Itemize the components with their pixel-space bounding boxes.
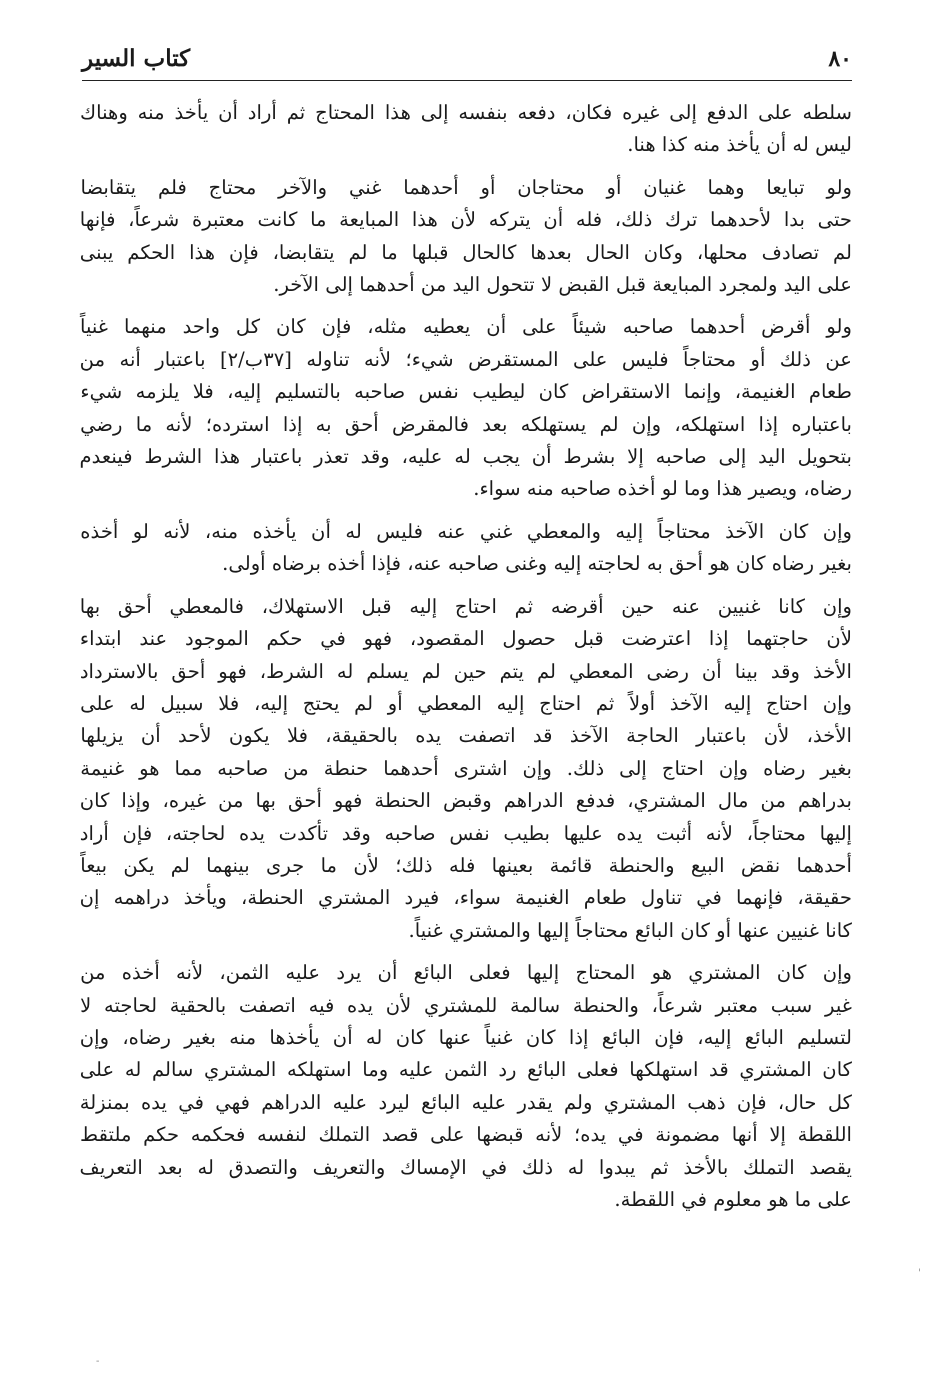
text-line: لأن حاجتهما إذا اعترضت قبل حصول المقصود، فهو في حكم الموجود عند ابتداء — [79, 627, 852, 651]
text-line: يقصد التملك بالأخذ ثم يبدوا له ذلك في الإمساك والتعريف والتصدق له بعد التعريف — [79, 1155, 852, 1179]
text-line: كان المشتري قد استهلكها فعلى البائع رد الثمن عليه وما استهلكه المشتري سالم له على — [79, 1058, 852, 1082]
text-line: رضاه، ويصير هذا وما لو أخذه صاحبه منه سواء. — [473, 477, 852, 501]
text-line: بدراهم من مال المشتري، فدفع الدراهم وقبض الحنطة فهو أحق بها من غيره، وإذا كان — [79, 789, 852, 813]
text-line: على اليد ولمجرد المبايعة قبل القبض لا تتحول اليد من أحدهما إلى الآخر. — [273, 273, 852, 297]
paragraph — [80, 97, 852, 162]
text-line: ولو تبايعا وهما غنيان أو محتاجان أو أحدهما غني والآخر محتاج فلم يتقابضا — [80, 175, 852, 199]
text-line: لتسليم البائع إليه، فإن البائع إذا كان غنياً عنها كان له أن يأخذها منه بغير رضاه، وإن — [79, 1025, 852, 1049]
text-line: أحدهما نقض البيع والحنطة قائمة بعينها فله ذلك؛ لأن ما جرى بينهما لم يكن بيعاً — [80, 853, 852, 877]
text-line: على ما هو معلوم في اللقطة. — [614, 1188, 852, 1211]
text-line: حتى بدا لأحدهما ترك ذلك، فله أن يتركه لأن هذا المبايعة ما كانت معتبرة شرعاً، فإنها — [79, 208, 852, 232]
paragraph — [80, 516, 852, 581]
text-line: اللقطة إلا أنها مضمونة في يده؛ لأنه قبضها على قصد التملك لنفسه فحكمه حكم ملتقط — [80, 1123, 852, 1147]
text-line: غير سبب معتبر شرعاً، والحنطة سالمة للمشتري لأن يده فيه اتصفت بالحقية لحاجته لا — [80, 993, 852, 1017]
scan-speck: - — [96, 1356, 100, 1367]
text-line: طعام الغنيمة، وإنما الاستقراض كان ليطيب نفس صاحبه بالتسليم إليه، فلا يلزمه شيء — [80, 380, 852, 404]
text-line: بغير رضاه وإن احتاج إلى ذلك. وإن اشترى أحدهما حنطة من صاحبه مما هو غنيمة — [80, 756, 852, 780]
text-line: وإن كان المشتري هو المحتاج إليها فعلى البائع أن يرد عليه الثمن، لأنه أخذه من — [80, 961, 852, 985]
text-line: بغير رضاه كان هو أحق به لحاجته إليه وغنى صاحبه عنه، فإذا أخذه برضاه أولى. — [222, 552, 852, 576]
text-line: باعتباره إذا استهلكه، وإن لم يستهلكه بعد فالمقرض أحق به إذا استرده؛ لأنه ما رضي — [80, 412, 852, 436]
text-line: سلطه على الدفع إلى غيره فكان، دفعه بنفسه إلى هذا المحتاج ثم أراد أن يأخذ منه وهناك — [80, 101, 852, 124]
chapter-title: كتاب السير — [82, 45, 191, 72]
text-line: ولو أقرض أحدهما صاحبه شيئاً على أن يعطيه مثله، فإن كان كل واحد منهما غنياً — [79, 315, 852, 339]
text-line: إليها محتاجاً، لأنه أثبت يده عليها بطيب نفس صاحبه وقد تأكدت يده لحاجته، فإن أراد — [79, 821, 852, 845]
running-header — [82, 40, 852, 81]
text-line: ليس له أن يأخذ منه كذا هنا. — [627, 133, 852, 157]
page-number: ٨٠ — [828, 46, 852, 72]
text-line: الأخذ، لأن باعتبار الحاجة الآخذ قد اتصفت يده بالحقيقة، فلا يكون لأحد أن يزيلها — [80, 724, 852, 748]
paragraph — [80, 957, 852, 1216]
scan-speck: ' — [918, 1268, 921, 1279]
text-line: عن ذلك أو محتاجاً فليس على المستقرض شيء؛ لأنه تناوله [٣٧ب/٢] باعتبار أنه من — [79, 347, 852, 371]
paragraph — [80, 591, 852, 947]
text-line: كل حال، فإن ذهب المشتري ولم يقدر عليه البائع ليرد عليه الدراهم فهي في يده بمنزلة — [79, 1090, 852, 1114]
text-line: حقيقة، فإنهما في تناول طعام الغنيمة سواء، فيرد المشتري الحنطة، ويأخذ دراهمه إن — [79, 886, 852, 910]
text-line: بتحويل اليد إلى صاحبه إلا بشرط أن يجب له عليه، وقد تعذر باعتبار هذا الشرط فينعدم — [79, 445, 852, 469]
paragraph — [80, 311, 852, 505]
text-line: وإن كان الآخذ محتاجاً إليه والمعطي غني عنه فليس له أن يأخذه منه، لأنه لو أخذه — [80, 519, 852, 543]
text-line: لم تصادف محلها، وكان الحال بعدها كالحال قبلها ما لم يتقابضا، فإن هذا الحكم يبنى — [79, 240, 852, 264]
text-line: كانا غنيين عنها أو كان البائع محتاجاً إليها والمشتري غنياً. — [408, 918, 852, 942]
text-line: وإن احتاج إليه الآخذ أولاً ثم احتاج إليه المعطي أو لم يحتج إليه، فلا سبيل له على — [80, 691, 852, 715]
paragraph — [80, 172, 852, 302]
text-line: وإن كانا غنيين عنه حين أقرضه ثم احتاج إليه قبل الاستهلاك، فالمعطي أحق بها — [79, 594, 852, 618]
text-line: الأخذ وقد بينا أن رضى المعطي لم يتم حين لم يسلم له الشرط، فهو أحق بالاسترداد — [79, 659, 852, 683]
body-text — [80, 97, 852, 1226]
